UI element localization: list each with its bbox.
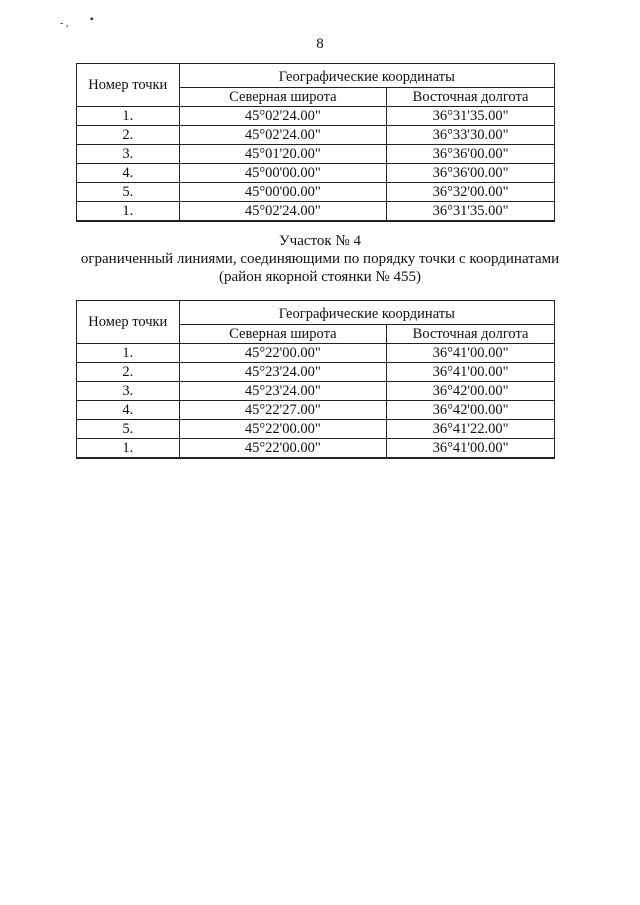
point-number-cell: 1.	[77, 344, 180, 363]
table-row	[77, 363, 555, 382]
scan-mark: - ,	[60, 18, 69, 29]
point-number-cell: 5.	[77, 183, 180, 202]
latitude-cell: 45°02'24.00"	[179, 107, 387, 126]
longitude-cell: 36°42'00.00"	[387, 401, 555, 420]
longitude-cell: 36°41'22.00"	[387, 420, 555, 439]
scan-mark-dot: ▪	[90, 14, 94, 25]
longitude-cell: 36°42'00.00"	[387, 382, 555, 401]
point-number-cell: 3.	[77, 145, 180, 164]
point-number-cell: 1.	[77, 202, 180, 222]
table-row	[77, 183, 555, 202]
longitude-cell: 36°32'00.00"	[387, 183, 555, 202]
table-row	[77, 401, 555, 420]
column-header-longitude: Восточная долгота	[387, 325, 555, 344]
table-row	[77, 202, 555, 222]
latitude-cell: 45°02'24.00"	[179, 202, 387, 222]
longitude-cell: 36°41'00.00"	[387, 363, 555, 382]
latitude-cell: 45°00'00.00"	[179, 164, 387, 183]
table-row	[77, 126, 555, 145]
section-description: ограниченный линиями, соединяющими по порядку точки с координатами	[80, 251, 560, 267]
table-row	[77, 420, 555, 439]
column-header-point-number: Номер точки	[77, 64, 180, 107]
latitude-cell: 45°22'27.00"	[179, 401, 387, 420]
point-number-cell: 1.	[77, 439, 180, 459]
point-number-cell: 1.	[77, 107, 180, 126]
longitude-cell: 36°33'30.00"	[387, 126, 555, 145]
point-number-cell: 2.	[77, 363, 180, 382]
table-row	[77, 439, 555, 459]
longitude-cell: 36°41'00.00"	[387, 344, 555, 363]
point-number-cell: 4.	[77, 164, 180, 183]
column-header-latitude: Северная широта	[179, 88, 387, 107]
column-header-latitude: Северная широта	[179, 325, 387, 344]
section-title: Участок № 4	[279, 233, 361, 249]
longitude-cell: 36°31'35.00"	[387, 107, 555, 126]
table-row	[77, 164, 555, 183]
latitude-cell: 45°22'00.00"	[179, 344, 387, 363]
column-header-longitude: Восточная долгота	[387, 88, 555, 107]
page-number: 8	[316, 36, 324, 52]
table-row	[77, 344, 555, 363]
table-row	[77, 145, 555, 164]
column-group-header-coordinates: Географические координаты	[179, 64, 554, 88]
point-number-cell: 5.	[77, 420, 180, 439]
table-row	[77, 107, 555, 126]
point-number-cell: 4.	[77, 401, 180, 420]
column-header-point-number: Номер точки	[77, 301, 180, 344]
point-number-cell: 3.	[77, 382, 180, 401]
longitude-cell: 36°36'00.00"	[387, 164, 555, 183]
section-subtitle: (район якорной стоянки № 455)	[219, 269, 421, 285]
longitude-cell: 36°36'00.00"	[387, 145, 555, 164]
latitude-cell: 45°23'24.00"	[179, 382, 387, 401]
latitude-cell: 45°22'00.00"	[179, 420, 387, 439]
longitude-cell: 36°31'35.00"	[387, 202, 555, 222]
table-row	[77, 382, 555, 401]
point-number-cell: 2.	[77, 126, 180, 145]
latitude-cell: 45°02'24.00"	[179, 126, 387, 145]
longitude-cell: 36°41'00.00"	[387, 439, 555, 459]
latitude-cell: 45°22'00.00"	[179, 439, 387, 459]
latitude-cell: 45°01'20.00"	[179, 145, 387, 164]
latitude-cell: 45°00'00.00"	[179, 183, 387, 202]
column-group-header-coordinates: Географические координаты	[179, 301, 554, 325]
latitude-cell: 45°23'24.00"	[179, 363, 387, 382]
coordinates-table-1	[76, 63, 555, 222]
coordinates-table-2	[76, 300, 555, 459]
